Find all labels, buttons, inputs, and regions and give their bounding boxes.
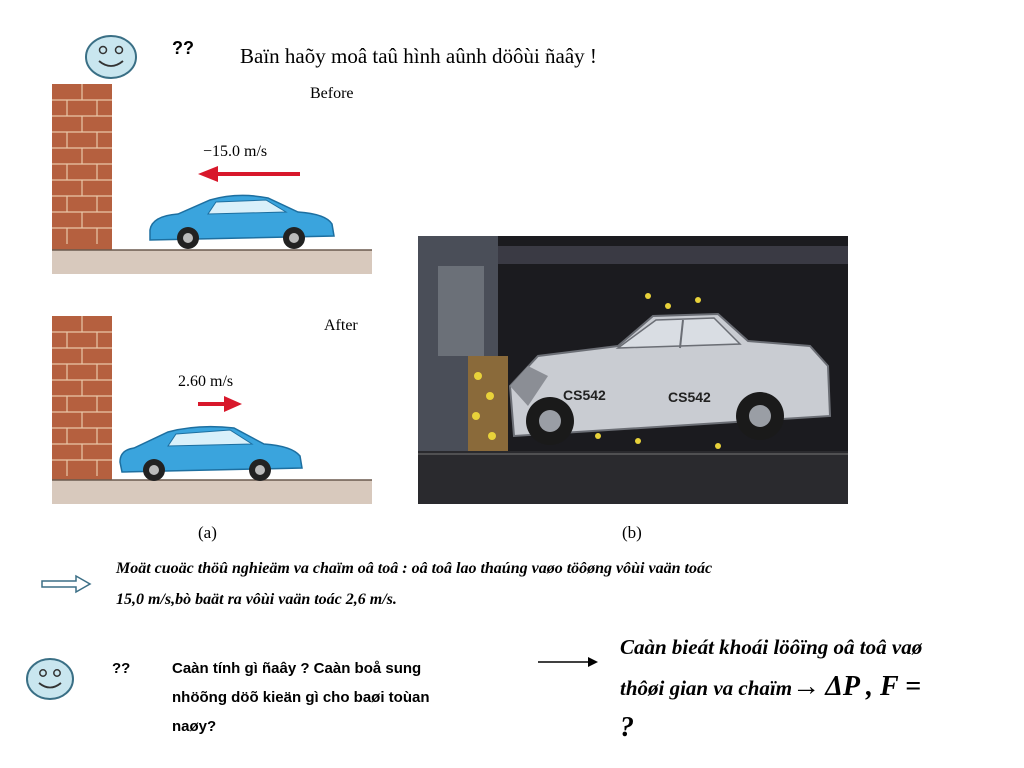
description-line-1: Moät cuoäc thöû nghieäm va chaïm oâ toâ : oâ toâ lao thaúng vaøo töôøng vôùi vaän toác [116,560,713,577]
velocity-arrow-left [198,166,218,182]
car-plate-front: CS542 [563,387,606,403]
slide-title: Baïn haõy moâ taû hình aûnh döôùi ñaây ! [240,44,597,68]
question-line-1: Caàn tính gì ñaây ? Caàn boå sung [172,660,422,677]
implies-arrow-icon: → [792,671,821,702]
right-arrow-icon [538,654,600,670]
answer-line-2 [620,667,1020,708]
after-label: After [324,317,358,334]
question-marker: ?? [172,38,194,58]
smiley-face-icon [25,657,75,701]
after-velocity-label: 2.60 m/s [178,373,234,390]
smiley-face-icon [84,34,138,80]
formula: ΔP , F = [825,671,922,702]
answer-line-2-text: thôøi gian va chaïm [620,676,793,700]
answer-line-3: ? [620,712,634,743]
answer-line-1: Caàn bieát khoái löôïng oâ toâ vaø [620,635,923,659]
ground-after [52,480,372,504]
answer-text [620,628,1020,747]
hollow-arrow-icon [40,574,92,594]
experiment-description [116,553,976,615]
car-after [120,427,302,481]
figure-a-car-before-after [48,80,378,550]
velocity-arrow-right [224,396,242,412]
before-label: Before [310,85,354,102]
car-plate-side: CS542 [668,389,711,405]
question-text [172,654,522,741]
question-line-2: nhöõng döõ kieän gì cho baøi toùan [172,689,430,706]
car-before [150,195,334,249]
before-velocity-label: −15.0 m/s [203,143,268,160]
description-line-2: 15,0 m/s,bò baät ra vôùi vaän toác 2,6 m/s. [116,591,397,608]
question-line-3: naøy? [172,718,217,735]
question-marker: ?? [112,660,131,677]
figure-b-crash-test-photo [418,236,848,504]
figure-b-caption: (b) [622,523,642,542]
ground-before [52,250,372,274]
figure-a-caption: (a) [198,523,217,542]
